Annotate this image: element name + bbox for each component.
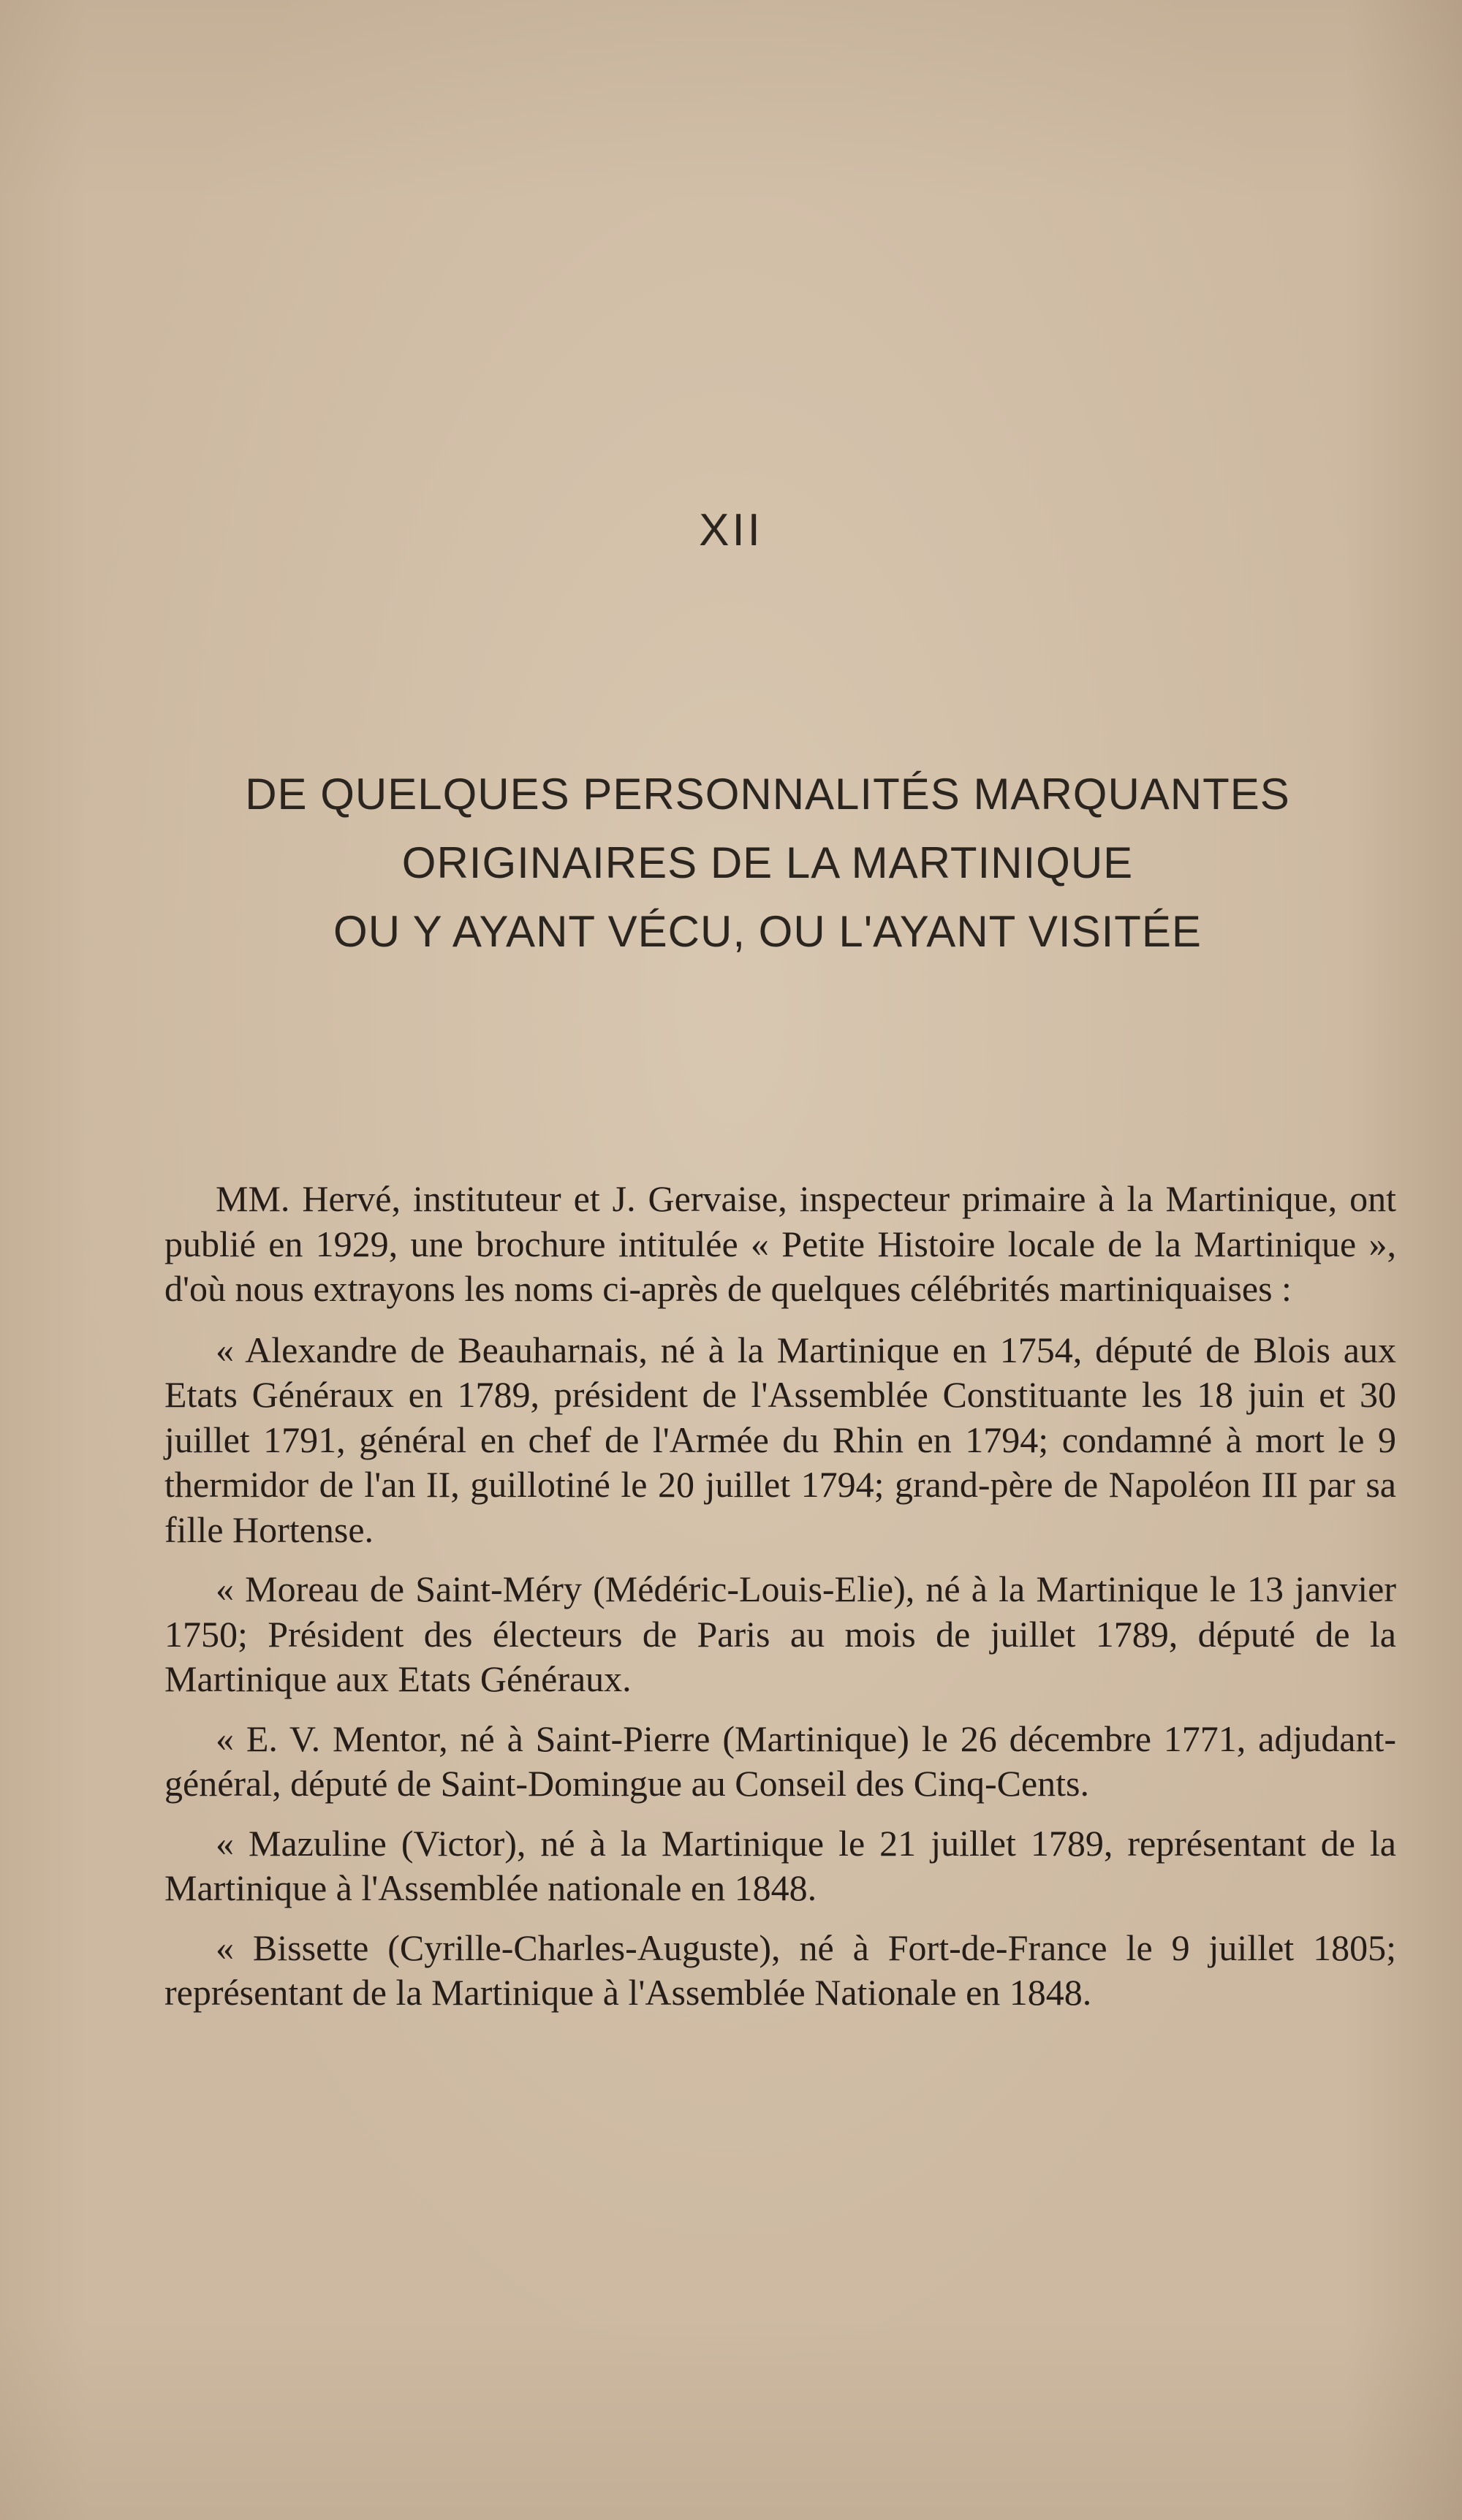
entry-mazuline: « Mazuline (Victor), né à la Martinique le 21 juillet 1789, représentant de la Martinique à l'Assemblée nationale en 1848. [164,1822,1396,1908]
chapter-title-line: DE QUELQUES PERSONNALITÉS MARQUANTES [245,770,1290,819]
chapter-title-line: OU Y AYANT VÉCU, OU L'AYANT VISITÉE [333,907,1202,956]
entry-bissette: « Bissette (Cyrille-Charles-Auguste), né à Fort-de-France le 9 juillet 1805; représentant de la Martinique à l'Assemblée Nationale en 1848. [164,1927,1396,2013]
chapter-number: XII [699,505,763,555]
entry-mentor: « E. V. Mentor, né à Saint-Pierre (Martinique) le 26 décembre 1771, adjudant-général, député de Saint-Domingue au Conseil des Cinq-Cents. [164,1718,1396,1804]
intro-paragraph: MM. Hervé, instituteur et J. Gervaise, inspecteur primaire à la Martinique, ont publié en 1929, une brochure intitulée « Petite Histoire locale de la Martinique », d'où nous extrayons les noms ci-après de quelques célébrités martiniquaises : [164,1178,1396,1309]
chapter-title [146,760,1389,966]
entry-moreau-de-saint-mery: « Moreau de Saint-Méry (Médéric-Louis-Elie), né à la Martinique le 13 janvier 1750; Président des électeurs de Paris au mois de juillet 1789, député de la Martinique aux Etats Généraux. [164,1568,1396,1699]
entry-beauharnais: « Alexandre de Beauharnais, né à la Martinique en 1754, député de Blois aux Etats Généraux en 1789, président de l'Assemblée Constituante les 18 juin et 30 juillet 1791, général en chef de l'Armée du Rhin en 1794; condamné à mort le 9 thermidor de l'an II, guillotiné le 20 juillet 1794; grand-père de Napoléon III par sa fille Hortense. [164,1329,1396,1550]
chapter-title-line: ORIGINAIRES DE LA MARTINIQUE [401,838,1134,887]
body-text [164,1177,1396,2030]
